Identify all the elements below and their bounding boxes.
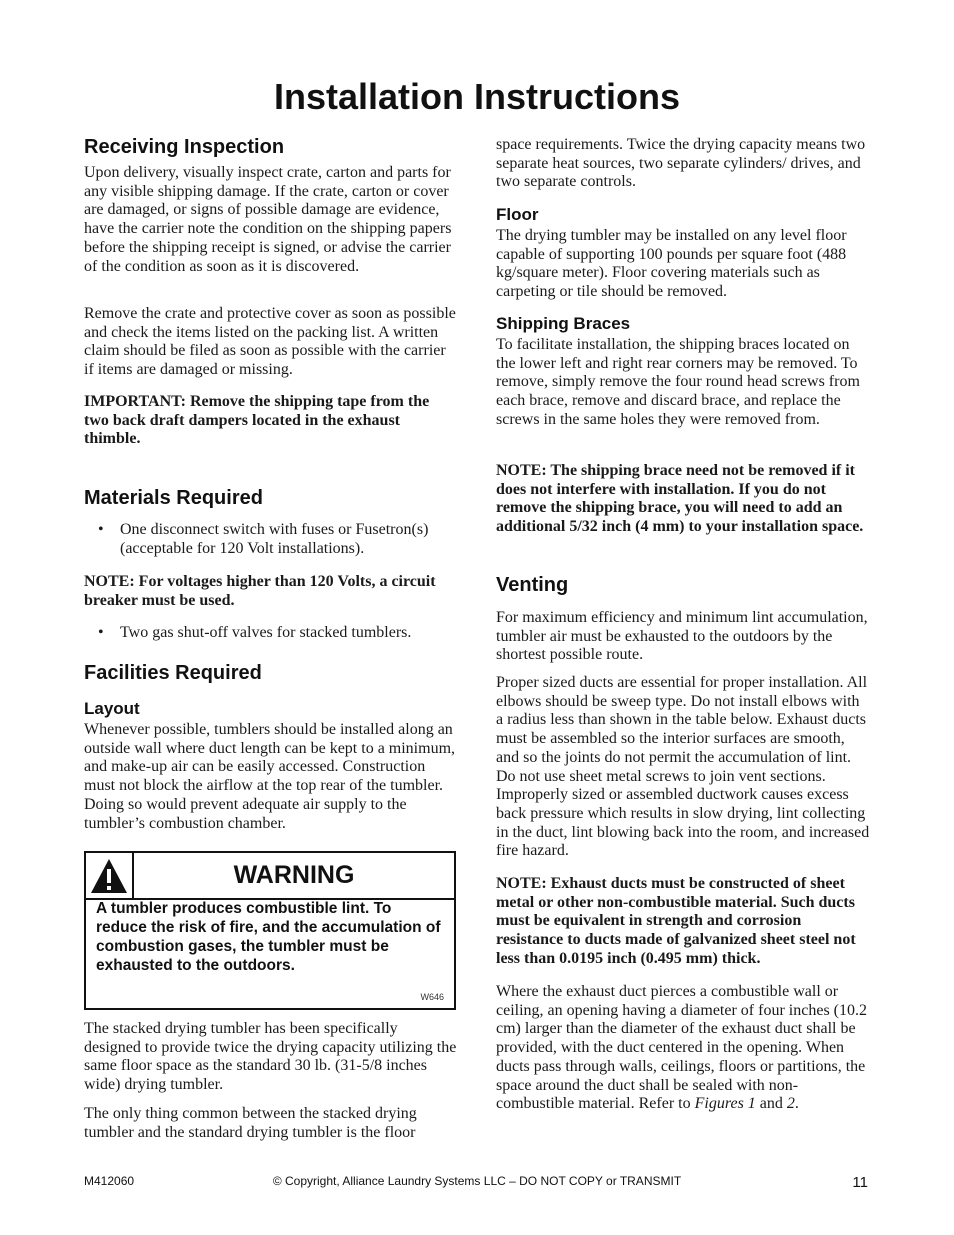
venting-paragraph-2: Proper sized ducts are essential for proper installation. All elbows should be sweep type. Do not install elbows with a radius less than shown in the table below. Exhaust ducts must be assembled so the interior surfaces are smooth, and so the joints do not permit the accumulation of lint. Do not use sheet metal screws to join vent sections. Improperly sized or assembled ductwork causes excess back pressure which results in slow drying, lint collecting in the duct, lint blowing back into the room, and increased fire hazard. <box>496 674 870 860</box>
copyright-notice: © Copyright, Alliance Laundry Systems LLC – DO NOT COPY or TRANSMIT <box>272 1174 682 1188</box>
venting-paragraph-3-text: Where the exhaust duct pierces a combustible wall or ceiling, an opening having a diameter of four inches (10.2 cm) larger than the diameter of the exhaust duct shall be provided, with the duct centered in the opening. When ducts pass through walls, ceilings, floors or partitions, the space around the duct shall be sealed with non-combustible material. Refer to <box>496 983 867 1113</box>
figure-2-reference[interactable]: 2 <box>786 1095 795 1113</box>
doc-number: M412060 <box>84 1174 135 1188</box>
materials-bullet-2-text: Two gas shut-off valves for stacked tumblers. <box>120 624 412 641</box>
warning-header <box>86 853 454 900</box>
layout-paragraph: Whenever possible, tumblers should be installed along an outside wall where duct length can be kept to a minimum, and make-up air can be easily accessed. Construction must not block the airflow at the top rear of the tumbler. Doing so would prevent adequate air supply to the tumbler’s combustion chamber. <box>84 721 456 832</box>
period-text: . <box>794 1095 799 1113</box>
materials-bullet-1-text: One disconnect switch with fuses or Fusetron(s) (acceptable for 120 Volt installations). <box>120 521 429 557</box>
stacked-paragraph-1: The stacked drying tumbler has been specifically designed to provide twice the drying capacity utilizing the same floor space as the standard 30 lb. (31-5/8 inches wide) drying tumbler. <box>84 1020 457 1094</box>
venting-paragraph-1: For maximum efficiency and minimum lint accumulation, tumbler air must be exhausted to the outdoors by the shortest possible route. <box>496 609 868 664</box>
page-title: Installation Instructions <box>273 76 681 117</box>
shipping-braces-heading: Shipping Braces <box>496 314 631 333</box>
venting-heading: Venting <box>496 574 569 596</box>
layout-heading: Layout <box>84 699 140 718</box>
bullet-marker: • <box>98 521 104 538</box>
receiving-paragraph-2: Remove the crate and protective cover as soon as possible and check the items listed on the packing list. A written claim should be filed as soon as possible with the carrier if items are damaged or missing. <box>84 305 456 379</box>
voltage-note: NOTE: For voltages higher than 120 Volts, a circuit breaker must be used. <box>84 573 436 609</box>
continued-paragraph: space requirements. Twice the drying capacity means two separate heat sources, two separate cylinders/ drives, and two separate controls. <box>496 136 866 191</box>
warning-body: A tumbler produces combustible lint. To reduce the risk of fire, and the accumulation of combustion gases, the tumbler must be exhausted to the outdoors. <box>96 900 441 974</box>
important-note: IMPORTANT: Remove the shipping tape from the two back draft dampers located in the exhaust thimble. <box>84 393 430 448</box>
shipping-braces-note: NOTE: The shipping brace need not be removed if it does not interfere with installation. If you do not remove the shipping brace, you will need to add an additional 5/32 inch (4 mm) to your installation space. <box>496 462 864 536</box>
warning-code: W646 <box>420 992 444 1002</box>
materials-required-heading: Materials Required <box>84 487 263 509</box>
and-text: and <box>755 1095 787 1113</box>
warning-title: WARNING <box>233 861 355 889</box>
exhaust-duct-note: NOTE: Exhaust ducts must be constructed of sheet metal or other non-combustible material. Such ducts must be equivalent in strength and corrosion resistance to ducts made of galvanized sheet steel not less than 0.0195 inch (0.495 mm) thick. <box>496 875 856 967</box>
receiving-inspection-heading: Receiving Inspection <box>84 136 285 158</box>
bullet-marker: • <box>98 624 104 641</box>
stacked-paragraph-2: The only thing common between the stacked drying tumbler and the standard drying tumbler is the floor <box>84 1105 417 1141</box>
warning-triangle-icon <box>86 853 134 898</box>
floor-heading: Floor <box>496 205 539 224</box>
warning-box <box>84 851 456 1010</box>
page-number: 11 <box>852 1174 868 1191</box>
facilities-required-heading: Facilities Required <box>84 662 262 684</box>
venting-paragraph-3 <box>496 983 870 1114</box>
floor-paragraph: The drying tumbler may be installed on any level floor capable of supporting 100 pounds per square foot (488 kg/square meter). Floor covering materials such as carpeting or tile should be removed. <box>496 227 847 301</box>
shipping-braces-paragraph: To facilitate installation, the shipping braces located on the lower left and right rear corners may be removed. To remove, simply remove the four round head screws from each brace, remove and discard brace, and replace the screws in the same holes they were removed from. <box>496 336 860 428</box>
figures-1-reference[interactable]: Figures 1 <box>694 1095 756 1113</box>
receiving-paragraph-1: Upon delivery, visually inspect crate, carton and parts for any visible shipping damage. If the crate, carton or cover are damaged, or signs of possible damage are evidence, have the carrier note the condition on the shipping papers before the shipping receipt is signed, or advise the carrier of the condition as soon as it is discovered. <box>84 164 452 275</box>
